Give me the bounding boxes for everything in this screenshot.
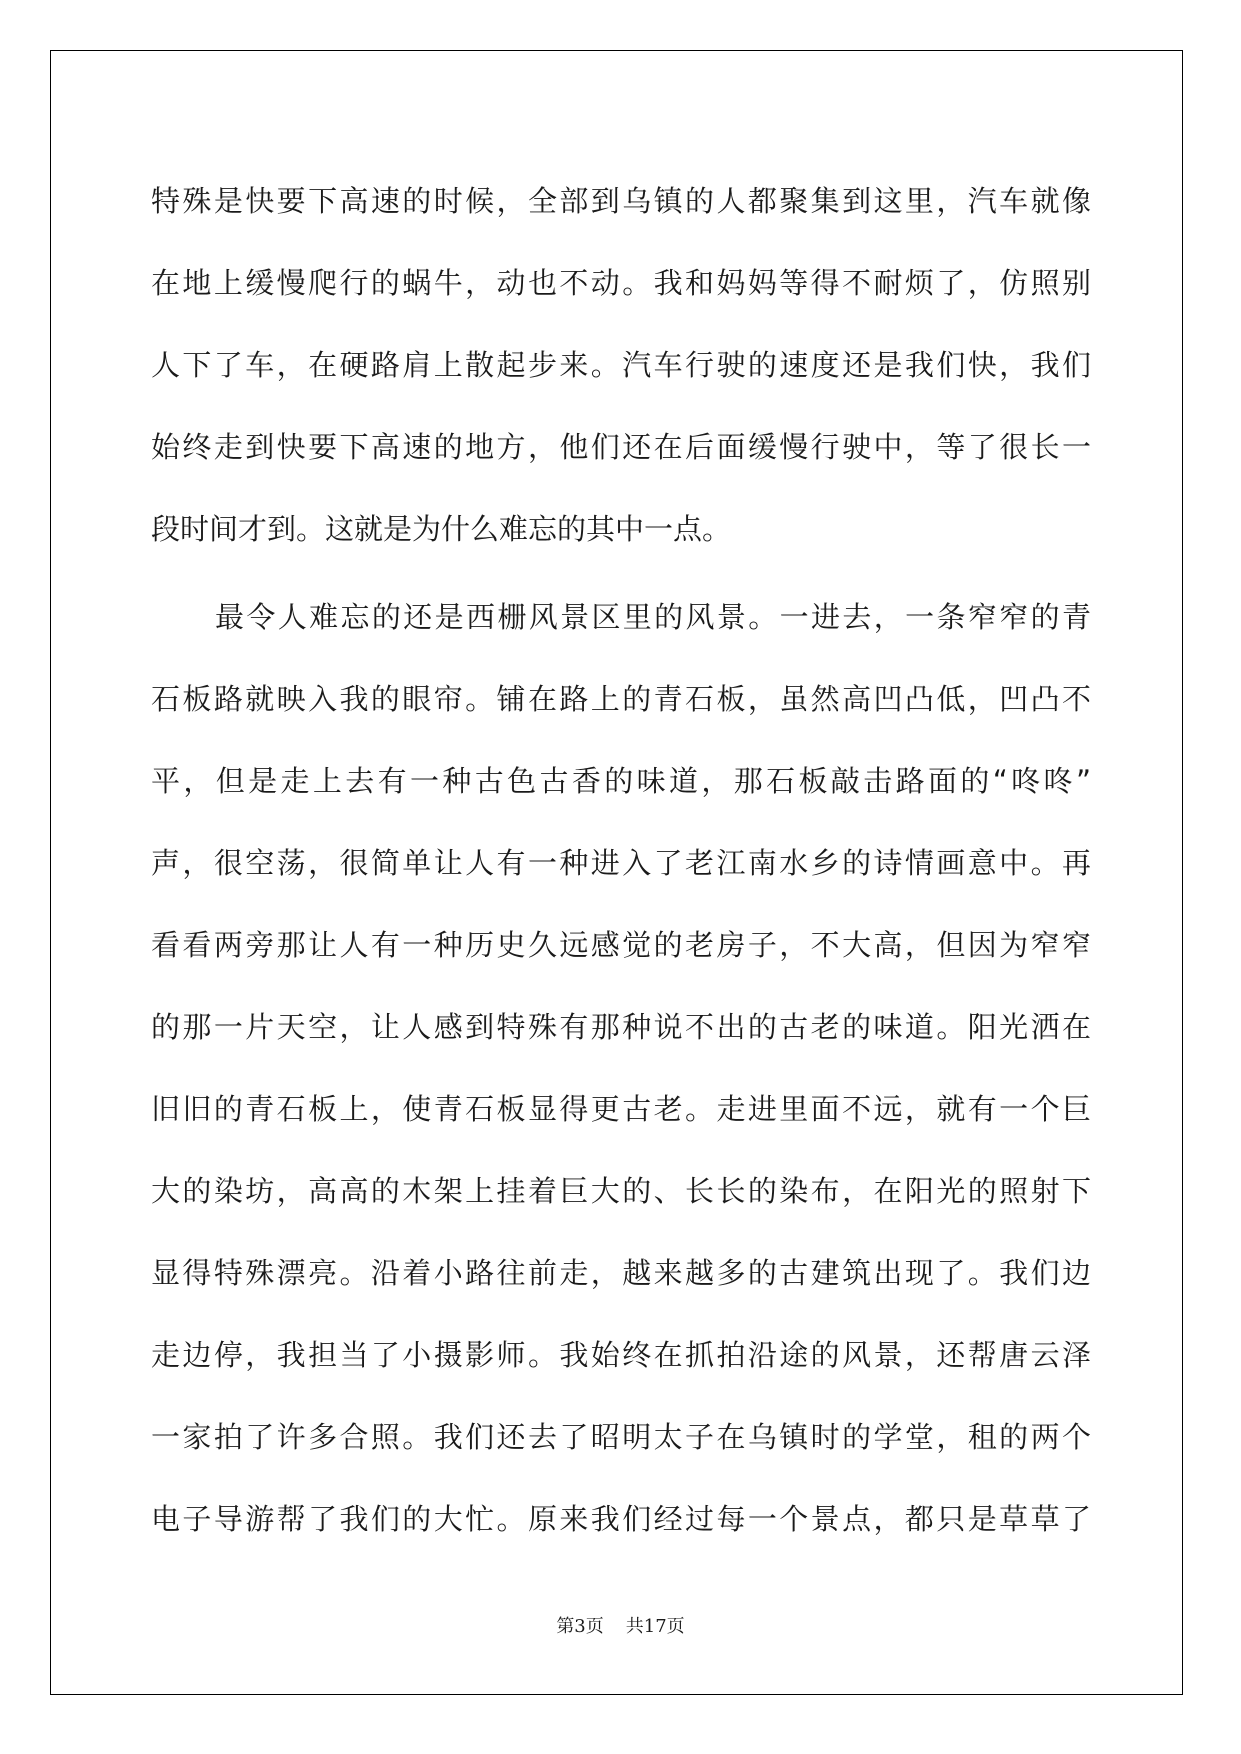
page-total: 共17页 <box>625 1616 685 1637</box>
page-number: 第3页 <box>556 1616 604 1637</box>
text-line: 始终走到快要下高速的地方，他们还在后面缓慢行驶中，等了很长一 <box>151 430 1091 464</box>
text-line: 最令人难忘的还是西栅风景区里的风景。一进去，一条窄窄的青 <box>215 600 1091 634</box>
text-line: 人下了车，在硬路肩上散起步来。汽车行驶的速度还是我们快，我们 <box>151 348 1091 382</box>
text-line: 特殊是快要下高速的时候，全部到乌镇的人都聚集到这里，汽车就像 <box>151 184 1091 218</box>
text-line: 大的染坊，高高的木架上挂着巨大的、长长的染布，在阳光的照射下 <box>151 1174 1091 1208</box>
text-line: 看看两旁那让人有一种历史久远感觉的老房子，不大高，但因为窄窄 <box>151 928 1091 962</box>
text-line: 的那一片天空，让人感到特殊有那种说不出的古老的味道。阳光洒在 <box>151 1010 1091 1044</box>
text-line: 声，很空荡，很简单让人有一种进入了老江南水乡的诗情画意中。再 <box>151 846 1091 880</box>
text-line: 电子导游帮了我们的大忙。原来我们经过每一个景点，都只是草草了 <box>151 1502 1091 1536</box>
text-line: 旧旧的青石板上，使青石板显得更古老。走进里面不远，就有一个巨 <box>151 1092 1091 1126</box>
text-line: 走边停，我担当了小摄影师。我始终在抓拍沿途的风景，还帮唐云泽 <box>151 1338 1091 1372</box>
text-line: 石板路就映入我的眼帘。铺在路上的青石板，虽然高凹凸低，凹凸不 <box>151 682 1091 716</box>
text-line: 在地上缓慢爬行的蜗牛，动也不动。我和妈妈等得不耐烦了，仿照别 <box>151 266 1091 300</box>
text-line: 一家拍了许多合照。我们还去了昭明太子在乌镇时的学堂，租的两个 <box>151 1420 1091 1454</box>
text-line: 显得特殊漂亮。沿着小路往前走，越来越多的古建筑出现了。我们边 <box>151 1256 1091 1290</box>
text-line: 平，但是走上去有一种古色古香的味道，那石板敲击路面的“咚咚” <box>151 764 1091 798</box>
page-footer <box>0 1612 1241 1638</box>
text-line: 段时间才到。这就是为什么难忘的其中一点。 <box>151 512 732 546</box>
document-body <box>151 160 1091 1560</box>
